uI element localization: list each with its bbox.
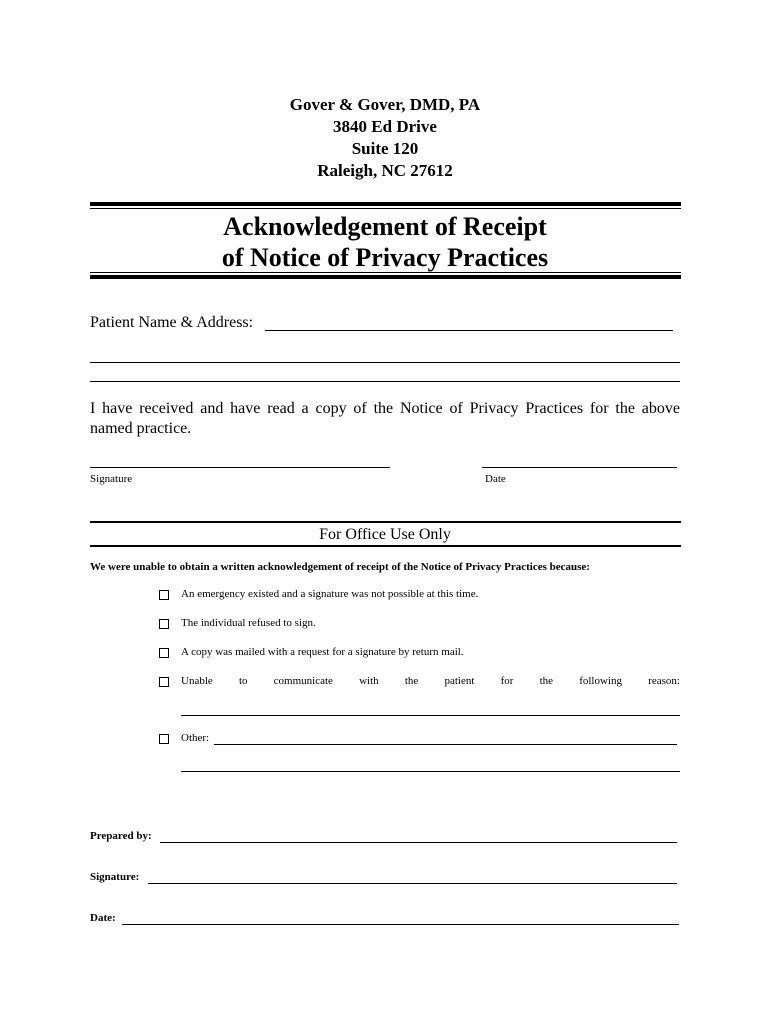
unable-word: reason: xyxy=(648,675,680,687)
patient-name-field[interactable] xyxy=(265,330,673,331)
other-reason-field[interactable] xyxy=(214,744,677,745)
office-intro: We were unable to obtain a written acknowledgement of receipt of the Notice of Privacy Practices because: xyxy=(90,561,590,573)
date-label: Date xyxy=(485,473,506,485)
unable-word: following xyxy=(579,675,622,687)
checkbox-emergency[interactable] xyxy=(159,590,169,600)
other-reason-field-2[interactable] xyxy=(181,771,680,772)
title-top-rule xyxy=(90,202,681,206)
checkbox-unable[interactable] xyxy=(159,677,169,687)
city-state-zip: Raleigh, NC 27612 xyxy=(317,161,453,180)
unable-word: Unable xyxy=(181,675,213,687)
option-unable-label xyxy=(181,675,680,687)
checkbox-mailed[interactable] xyxy=(159,648,169,658)
unable-word: the xyxy=(404,675,419,687)
patient-address-line-1[interactable] xyxy=(90,362,680,363)
unable-word: to xyxy=(238,675,248,687)
patient-date-field[interactable] xyxy=(482,467,677,468)
unable-word: for xyxy=(500,675,514,687)
statement-line-1: I have received and have read a copy of the Notice of Privacy Practices for the above xyxy=(90,400,680,417)
title-bottom-rule xyxy=(90,275,681,279)
street-address: 3840 Ed Drive xyxy=(333,117,437,136)
office-top-rule xyxy=(90,521,681,523)
unable-reason-field[interactable] xyxy=(181,715,680,716)
title-bottom-rule-thin xyxy=(90,272,681,273)
office-date-field[interactable] xyxy=(122,924,679,925)
checkbox-refused[interactable] xyxy=(159,619,169,629)
office-signature-field[interactable] xyxy=(148,883,677,884)
option-emergency-label: An emergency existed and a signature was not possible at this time. xyxy=(181,588,479,600)
office-use-heading: For Office Use Only xyxy=(319,526,451,543)
unable-word: communicate xyxy=(273,675,333,687)
prepared-by-label: Prepared by: xyxy=(90,830,152,842)
unable-word: with xyxy=(359,675,379,687)
prepared-by-field[interactable] xyxy=(160,842,677,843)
unable-word: patient xyxy=(444,675,475,687)
office-bottom-rule xyxy=(90,545,681,547)
practice-name: Gover & Gover, DMD, PA xyxy=(289,95,481,114)
title-line-2: of Notice of Privacy Practices xyxy=(221,243,549,272)
statement-line-2: named practice. xyxy=(90,420,192,437)
office-signature-label: Signature: xyxy=(90,871,140,883)
suite: Suite 120 xyxy=(351,139,419,158)
unable-word: the xyxy=(539,675,554,687)
checkbox-other[interactable] xyxy=(159,734,169,744)
office-date-label: Date: xyxy=(90,912,116,924)
patient-name-label: Patient Name & Address: xyxy=(90,314,254,331)
option-mailed-label: A copy was mailed with a request for a signature by return mail. xyxy=(181,646,464,658)
title-top-rule-thin xyxy=(90,208,681,209)
option-refused-label: The individual refused to sign. xyxy=(181,617,316,629)
patient-address-line-2[interactable] xyxy=(90,381,680,382)
title-line-1: Acknowledgement of Receipt xyxy=(223,212,547,241)
patient-signature-field[interactable] xyxy=(90,467,390,468)
signature-label: Signature xyxy=(90,473,133,485)
option-other-label: Other: xyxy=(181,732,210,744)
